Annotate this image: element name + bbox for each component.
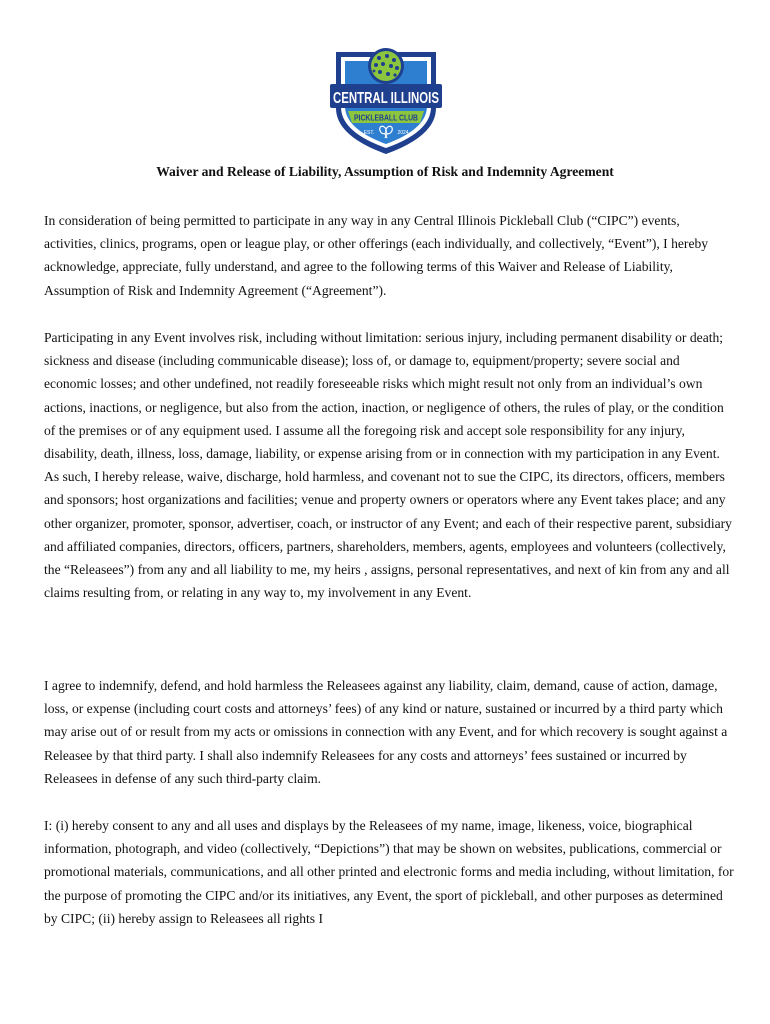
logo-top-text: CENTRAL ILLINOIS xyxy=(333,90,439,107)
paragraph-assumption-of-risk: Participating in any Event involves risk, including without limitation: serious injury, including permanent disability or death; sickness and disease (including communicable disease); loss of, or damage to, equipment/property; severe social and economic losses; and other undefined, not readily foreseeable risks which might result not only from an individual’s own actions, inactions, or negligence, but also from the action, inaction, or negligence of others, the rules of play, or the condition of the premises or of any equipment used. I assume all the foregoing risk and accept sole responsibility for any injury, disability, death, illness, loss, damage, liability, or expense arising from or in connection with my participation in any Event. As such, I hereby release, waive, discharge, hold harmless, and covenant not to sue the CIPC, its directors, officers, members and sponsors; host organizations and facilities; venue and property owners or operators where any Event takes place; and any other organizer, promoter, sponsor, advertiser, coach, or instructor of any Event; and each of their respective parent, subsidiary and affiliated companies, directors, officers, partners, shareholders, members, agents, employees and volunteers (collectively, the “Releasees”) from any and all liability to me, my heirs , assigns, personal representatives, and next of kin from any and all claims resulting from, or relating in any way to, my involvement in any Event. xyxy=(44,330,732,601)
central-illinois-pickleball-club-logo xyxy=(326,44,446,156)
logo-est-label: EST. xyxy=(363,130,375,136)
paragraph-consideration: In consideration of being permitted to participate in any way in any Central Illinois Pickleball Club (“CIPC”) events, activities, clinics, programs, open or league play, or other offerings (each individually, and collectively, “Event”), I hereby acknowledge, appreciate, fully understand, and agree to the following terms of this Waiver and Release of Liability, Assumption of Risk and Indemnity Agreement (“Agreement”). xyxy=(44,213,709,298)
logo-ribbon-text: PICKLEBALL CLUB xyxy=(354,113,419,123)
paragraph-indemnity: I agree to indemnify, defend, and hold harmless the Releasees against any liability, claim, demand, cause of action, damage, loss, or expense (including court costs and attorneys’ fees) of any kind or nature, sustained or incurred by a third party which may arise out of or result from my acts or omissions in connection with any Event, and for which recovery is sought against a Releasee by that third party. I shall also indemnify Releasees for any costs and attorneys’ fees sustained or incurred by Releasees in defense of any such third-party claim. xyxy=(44,678,728,786)
pickleball-icon xyxy=(368,48,404,84)
document-title: Waiver and Release of Liability, Assumption of Risk and Indemnity Agreement xyxy=(156,164,614,179)
paragraph-depictions-consent: I: (i) hereby consent to any and all uses and displays by the Releasees of my name, image, likeness, voice, biographical information, photograph, and video (collectively, “Depictions”) that may be shown on websites, publications, commercial or promotional materials, communications, and all other printed and electronic forms and media including, without limitation, for the purpose of promoting the CIPC and/or its initiatives, any Event, the sport of pickleball, and other purposes as determined by CIPC; (ii) hereby assign to Releasees all rights I xyxy=(44,818,734,926)
logo-est-year: 2024 xyxy=(397,130,409,136)
